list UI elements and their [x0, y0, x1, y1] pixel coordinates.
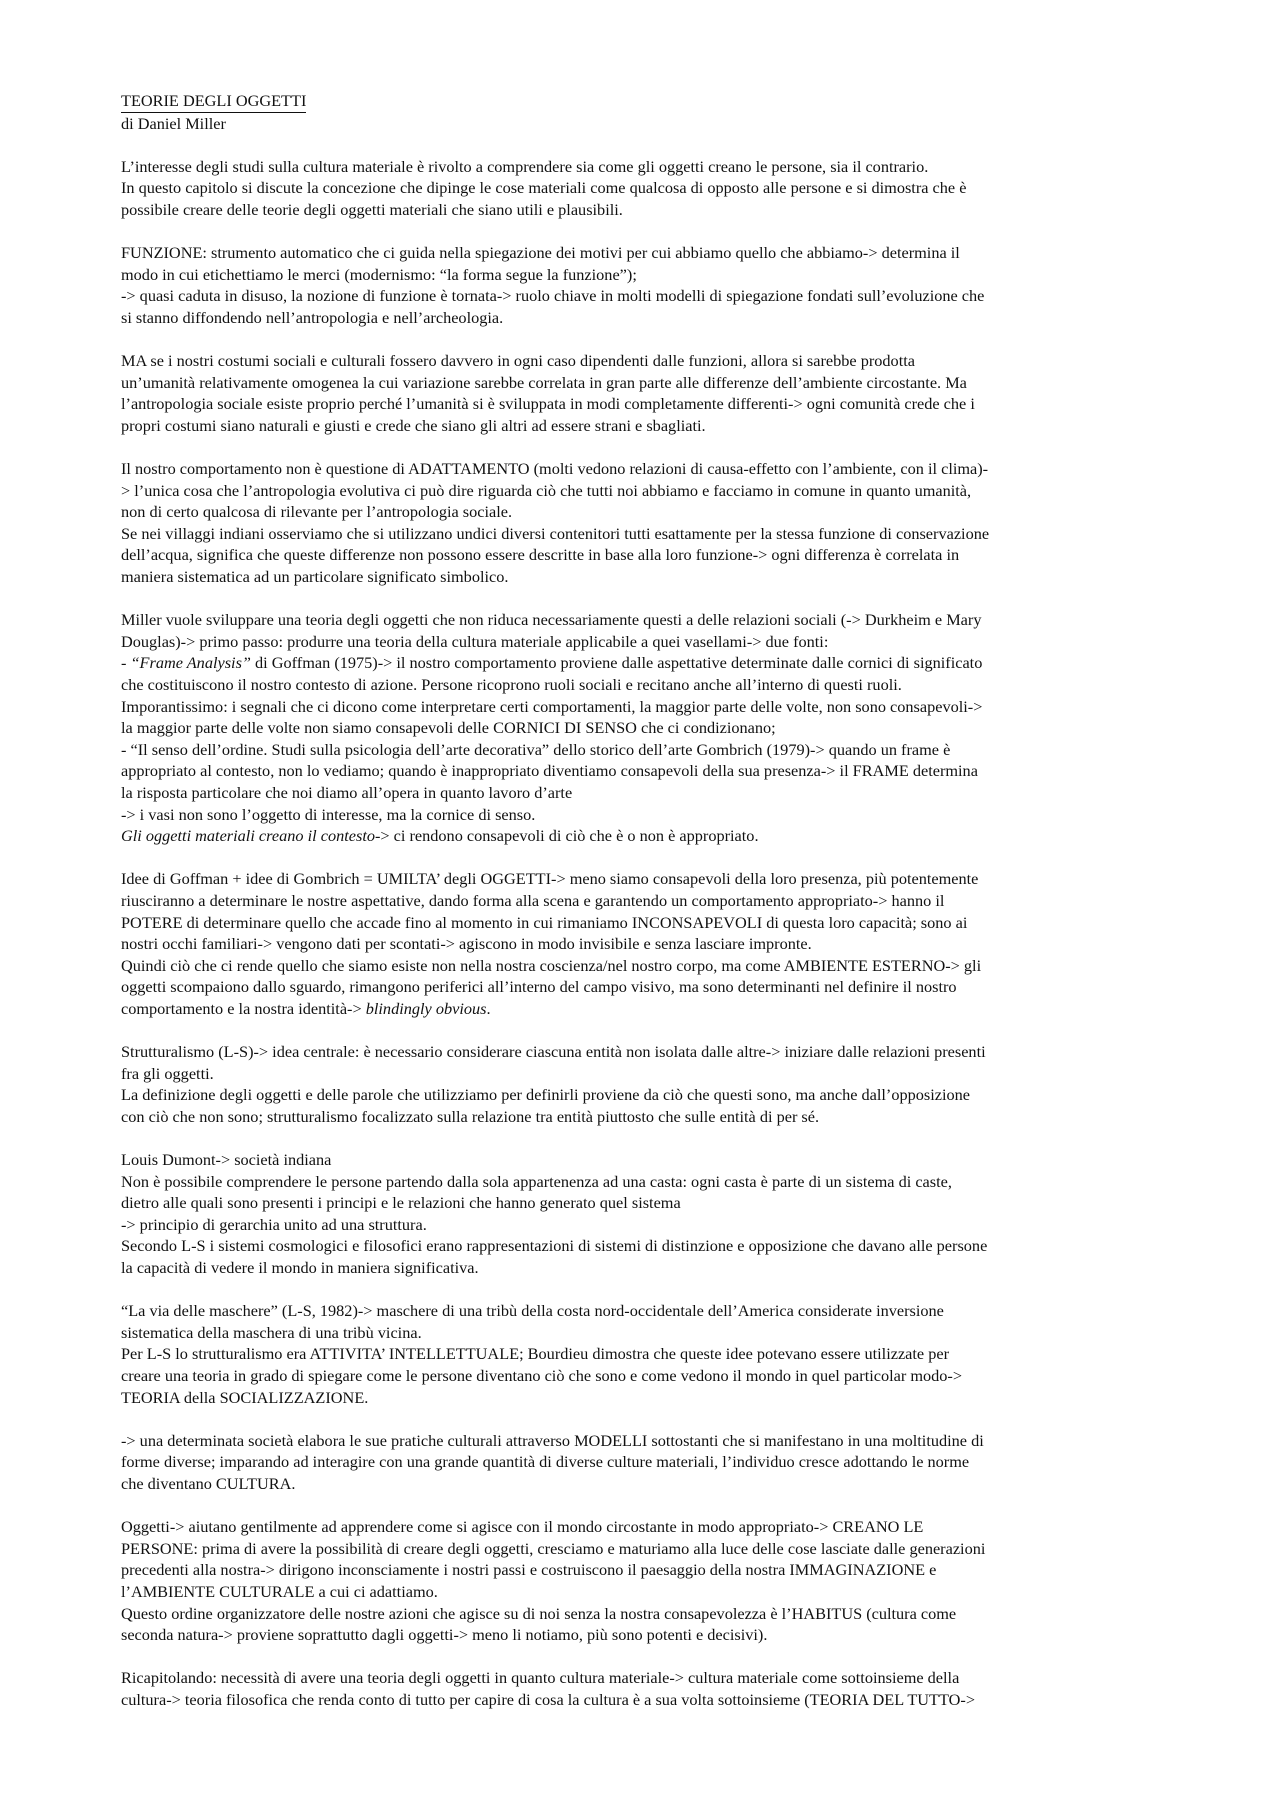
text-line: > l’unica cosa che l’antropologia evolutiva ci può dire riguarda ciò che tutti noi abbiamo e facciamo in comune in quanto umanità,: [121, 480, 972, 500]
text-line: appropriato al contesto, non lo vediamo; quando è inappropriato diventiamo consapevoli della sua presenza-> il FRAME determina: [121, 761, 978, 781]
document-author: di Daniel Miller: [121, 113, 226, 133]
text-line: Secondo L-S i sistemi cosmologici e filosofici erano rappresentazioni di sistemi di distinzione e opposizione che davano alle persone: [121, 1236, 988, 1256]
text-line: “La via delle maschere” (L-S, 1982)-> maschere di una tribù della costa nord-occidentale dell’America considerate inversione: [121, 1301, 944, 1321]
text-line: -> una determinata società elabora le sue pratiche culturali attraverso MODELLI sottostanti che si manifestano in una moltitudine di: [121, 1430, 984, 1450]
text-line: l’AMBIENTE CULTURALE a cui ci adattiamo.: [121, 1581, 438, 1601]
document-header: [121, 90, 1163, 134]
text-line: comportamento e la nostra identità-> blindingly obvious.: [121, 998, 491, 1018]
text-line: Questo ordine organizzatore delle nostre azioni che agisce su di noi senza la nostra consapevolezza è l’HABITUS (cultura come: [121, 1603, 957, 1623]
paragraph: [121, 1300, 1163, 1408]
text-line: Oggetti-> aiutano gentilmente ad apprendere come si agisce con il mondo circostante in modo appropriato-> CREANO LE: [121, 1517, 924, 1537]
text-line: forme diverse; imparando ad interagire con una grande quantità di diverse culture materiali, l’individuo cresce adottando le norme: [121, 1452, 970, 1472]
text-line: In questo capitolo si discute la concezione che dipinge le cose materiali come qualcosa di opposto alle persone e si dimostra che è: [121, 178, 967, 198]
text-line: nostri occhi familiari-> vengono dati per scontati-> agiscono in modo invisibile e senza lasciare impronte.: [121, 934, 812, 954]
text-line: - “Il senso dell’ordine. Studi sulla psicologia dell’arte decorativa” dello storico dell’arte Gombrich (1979)-> quando un frame è: [121, 739, 951, 759]
text-line: creare una teoria in grado di spiegare come le persone diventano ciò che sono e come vedono il mondo in quel particolar modo->: [121, 1366, 963, 1386]
text-line: modo in cui etichettiamo le merci (modernismo: “la forma segue la funzione”);: [121, 264, 637, 284]
text-line: dell’acqua, significa che queste differenze non possono essere descritte in base alla loro funzione-> ogni differenza è correlata in: [121, 545, 960, 565]
text-line: Strutturalismo (L-S)-> idea centrale: è necessario considerare ciascuna entità non isolata dalle altre-> iniziare dalle relazioni presenti: [121, 1042, 986, 1062]
text-line: -> quasi caduta in disuso, la nozione di funzione è tornata-> ruolo chiave in molti modelli di spiegazione fondati sull’evoluzione che: [121, 286, 985, 306]
text-line: seconda natura-> proviene soprattutto dagli oggetti-> meno li notiamo, più sono potenti e decisivi).: [121, 1625, 768, 1645]
text-line: FUNZIONE: strumento automatico che ci guida nella spiegazione dei motivi per cui abbiamo quello che abbiamo-> determina il: [121, 243, 960, 263]
text-line: maniera sistematica ad un particolare significato simbolico.: [121, 567, 509, 587]
paragraph-list: [121, 156, 1163, 1711]
paragraph: [121, 242, 1163, 328]
text-line: cultura-> teoria filosofica che renda conto di tutto per capire di cosa la cultura è a sua volta sottoinsieme (TEORIA DEL TUTTO->: [121, 1689, 976, 1709]
text-line: POTERE di determinare quello che accade fino al momento in cui rimaniamo INCONSAPEVOLI di questa loro capacità; sono ai: [121, 912, 968, 932]
text-line: fra gli oggetti.: [121, 1063, 214, 1083]
text-line: Gli oggetti materiali creano il contesto-> ci rendono consapevoli di ciò che è o non è appropriato.: [121, 826, 759, 846]
text-line: -> i vasi non sono l’oggetto di interesse, ma la cornice di senso.: [121, 804, 536, 824]
paragraph: [121, 1041, 1163, 1127]
text-line: Imporantissimo: i segnali che ci dicono come interpretare certi comportamenti, la maggior parte delle volte, non sono consapevoli->: [121, 696, 983, 716]
text-line: precedenti alla nostra-> dirigono inconsciamente i nostri passi e costruiscono il paesaggio della nostra IMMAGINAZIONE e: [121, 1560, 937, 1580]
text-line: Louis Dumont-> società indiana: [121, 1150, 332, 1170]
paragraph: [121, 1516, 1163, 1646]
text-line: Douglas)-> primo passo: produrre una teoria della cultura materiale applicabile a quei vasellami-> due fonti:: [121, 631, 829, 651]
text-line: riusciranno a determinare le nostre aspettative, dando forma alla scena e garantendo un comportamento appropriato-> hanno il: [121, 890, 945, 910]
paragraph: [121, 458, 1163, 588]
text-line: Per L-S lo strutturalismo era ATTIVITA’ INTELLETTUALE; Bourdieu dimostra che queste idee potevano essere utilizzate per: [121, 1344, 950, 1364]
paragraph: [121, 609, 1163, 847]
text-line: la capacità di vedere il mondo in maniera significativa.: [121, 1258, 479, 1278]
text-line: con ciò che non sono; strutturalismo focalizzato sulla relazione tra entità piuttosto che sulle entità di per sé.: [121, 1106, 820, 1126]
text-line: un’umanità relativamente omogenea la cui variazione sarebbe correlata in gran parte alle differenze dell’ambiente circostante. Ma: [121, 372, 967, 392]
text-line: Se nei villaggi indiani osserviamo che si utilizzano undici diversi contenitori tutti esattamente per la stessa funzione di conservazione: [121, 523, 990, 543]
text-line: la risposta particolare che noi diamo all’opera in quanto lavoro d’arte: [121, 783, 573, 802]
paragraph: [121, 350, 1163, 436]
text-line: L’interesse degli studi sulla cultura materiale è rivolto a comprendere sia come gli oggetti creano le persone, sia il contrario.: [121, 156, 929, 176]
text-line: l’antropologia sociale esiste proprio perché l’umanità si è sviluppata in modi completamente differenti-> ogni comunità crede che i: [121, 394, 975, 414]
text-line: oggetti scompaiono dallo sguardo, rimangono periferici all’interno del campo visivo, ma sono determinanti nel definire il nostro: [121, 977, 957, 997]
text-line: La definizione degli oggetti e delle parole che utilizziamo per definirli proviene da ciò che questi sono, ma anche dall’opposizione: [121, 1085, 971, 1105]
text-line: -> principio di gerarchia unito ad una struttura.: [121, 1214, 427, 1234]
paragraph: [121, 1430, 1163, 1495]
text-line: TEORIA della SOCIALIZZAZIONE.: [121, 1387, 369, 1407]
text-line: Quindi ciò che ci rende quello che siamo esiste non nella nostra coscienza/nel nostro corpo, ma come AMBIENTE ESTERNO-> gli: [121, 955, 982, 975]
text-line: PERSONE: prima di avere la possibilità di creare degli oggetti, cresciamo e maturiamo alla luce delle cose lasciate dalle generazioni: [121, 1538, 986, 1558]
text-line: Non è possibile comprendere le persone partendo dalla sola appartenenza ad una casta: ogni casta è parte di un sistema di caste,: [121, 1171, 952, 1191]
text-line: Il nostro comportamento non è questione di ADATTAMENTO (molti vedono relazioni di causa-effetto con l’ambiente, con il clima)-: [121, 459, 989, 479]
text-line: propri costumi siano naturali e giusti e crede che siano gli altri ad essere strani e sbagliati.: [121, 415, 706, 435]
paragraph: [121, 1667, 1163, 1710]
paragraph: [121, 156, 1163, 221]
text-line: MA se i nostri costumi sociali e culturali fossero davvero in ogni caso dipendenti dalle funzioni, allora si sarebbe prodotta: [121, 351, 915, 371]
text-line: che costituiscono il nostro contesto di azione. Persone ricoprono ruoli sociali e recitano anche all’interno di questi ruoli.: [121, 675, 902, 695]
paragraph: [121, 1149, 1163, 1279]
text-line: che diventano CULTURA.: [121, 1474, 296, 1493]
text-line: dietro alle quali sono presenti i principi e le relazioni che hanno generato quel sistema: [121, 1193, 681, 1213]
text-line: sistematica della maschera di una tribù vicina.: [121, 1322, 422, 1342]
text-line: Ricapitolando: necessità di avere una teoria degli oggetti in quanto cultura materiale-> cultura materiale come sottoinsieme della: [121, 1668, 960, 1688]
document-title: TEORIE DEGLI OGGETTI: [121, 90, 306, 113]
text-line: Miller vuole sviluppare una teoria degli oggetti che non riduca necessariamente questi a delle relazioni sociali (-> Durkheim e Mary: [121, 610, 982, 630]
text-line: Idee di Goffman + idee di Gombrich = UMILTA’ degli OGGETTI-> meno siamo consapevoli della loro presenza, più potentemente: [121, 869, 979, 889]
paragraph: [121, 868, 1163, 1019]
text-line: la maggior parte delle volte non siamo consapevoli delle CORNICI DI SENSO che ci condizionano;: [121, 718, 776, 738]
text-line: si stanno diffondendo nell’antropologia e nell’archeologia.: [121, 307, 504, 327]
text-line: non di certo qualcosa di rilevante per l’antropologia sociale.: [121, 502, 513, 522]
text-line: - “Frame Analysis” di Goffman (1975)-> il nostro comportamento proviene dalle aspettative determinate dalle cornici di significato: [121, 653, 983, 673]
text-line: possibile creare delle teorie degli oggetti materiali che siano utili e plausibili.: [121, 199, 623, 219]
document-body: [121, 90, 1163, 1732]
